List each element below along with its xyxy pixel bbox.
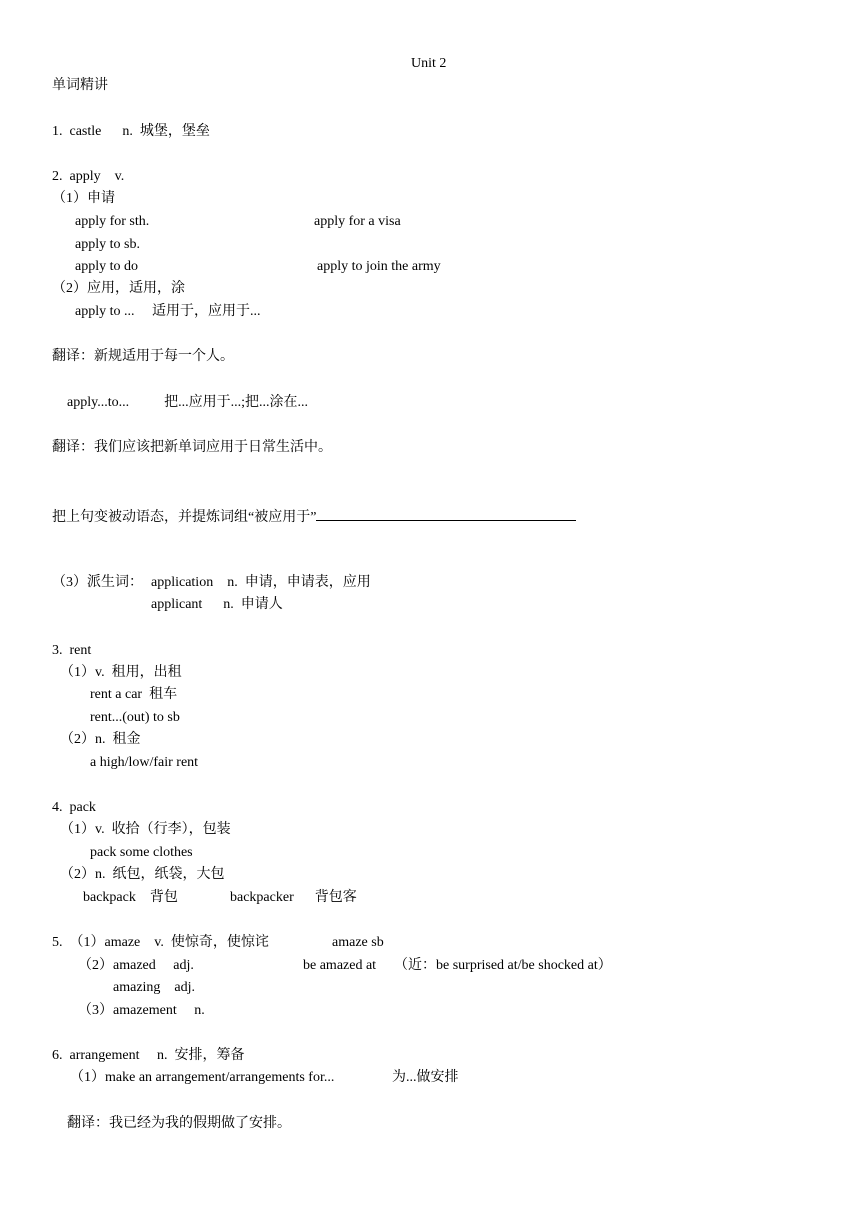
pack-sense-1: （1）v. 收拾（行李），包装: [60, 822, 231, 837]
word-arrangement: 6. arrangement n. 安排，筹备: [52, 1048, 245, 1063]
translation-prompt: 翻译：新规适用于每一个人。: [52, 349, 234, 364]
answer-blank: [316, 508, 576, 521]
amaze-sense-2: （2）amazed adj.: [78, 958, 194, 973]
apply-phrase: apply to ... 适用于，应用于...: [75, 304, 261, 319]
amaze-derivative: amazing adj.: [113, 980, 196, 995]
amaze-sense-3: （3）amazement n.: [78, 1003, 205, 1018]
apply-example: apply to join the army: [317, 259, 441, 274]
section-heading: 单词精讲: [52, 78, 108, 93]
amaze-phrase: amaze sb: [332, 935, 384, 950]
apply-sense-1: （1）申请: [52, 191, 115, 206]
rent-sense-1: （1）v. 租用，出租: [60, 665, 182, 680]
rent-phrase: rent a car 租车: [90, 687, 178, 702]
word-castle: 1. castle n. 城堡，堡垒: [52, 124, 210, 139]
word-apply: 2. apply v.: [52, 169, 125, 184]
arrangement-meaning: 为...做安排: [392, 1070, 459, 1085]
apply-derivative: applicant n. 申请人: [151, 597, 283, 612]
apply-phrase: apply for sth.: [75, 214, 150, 229]
page-title: Unit 2: [411, 56, 447, 71]
exercise-prompt: 把上句变被动语态，并提炼词组“被应用于”: [52, 508, 576, 526]
word-rent: 3. rent: [52, 643, 92, 658]
amaze-phrase: be amazed at: [303, 958, 377, 973]
pack-phrase: backpacker 背包客: [230, 890, 357, 905]
apply-example: apply for a visa: [314, 214, 401, 229]
pack-phrase: backpack 背包: [83, 890, 178, 905]
rent-phrase: rent...(out) to sb: [90, 710, 180, 725]
rent-sense-2: （2）n. 租金: [60, 732, 141, 747]
rent-phrase: a high/low/fair rent: [90, 755, 199, 770]
pack-phrase: pack some clothes: [90, 845, 193, 860]
apply-phrase: apply...to... 把...应用于...;把...涂在...: [67, 395, 308, 410]
apply-phrase: apply to do: [75, 259, 138, 274]
apply-sense-2: （2）应用，适用，涂: [52, 281, 185, 296]
translation-prompt: 翻译：我们应该把新单词应用于日常生活中。: [52, 440, 332, 455]
word-amaze: 5. （1）amaze v. 使惊奇，使惊诧: [52, 935, 269, 950]
word-pack: 4. pack: [52, 800, 96, 815]
apply-derivatives-label: （3）派生词：: [52, 575, 143, 590]
amaze-synonyms: （近：be surprised at/be shocked at）: [394, 958, 612, 973]
arrangement-phrase: （1）make an arrangement/arrangements for...: [70, 1070, 335, 1085]
translation-prompt: 翻译：我已经为我的假期做了安排。: [67, 1116, 291, 1131]
pack-sense-2: （2）n. 纸包，纸袋，大包: [60, 867, 225, 882]
apply-derivative: application n. 申请，申请表，应用: [151, 575, 371, 590]
apply-phrase: apply to sb.: [75, 237, 140, 252]
